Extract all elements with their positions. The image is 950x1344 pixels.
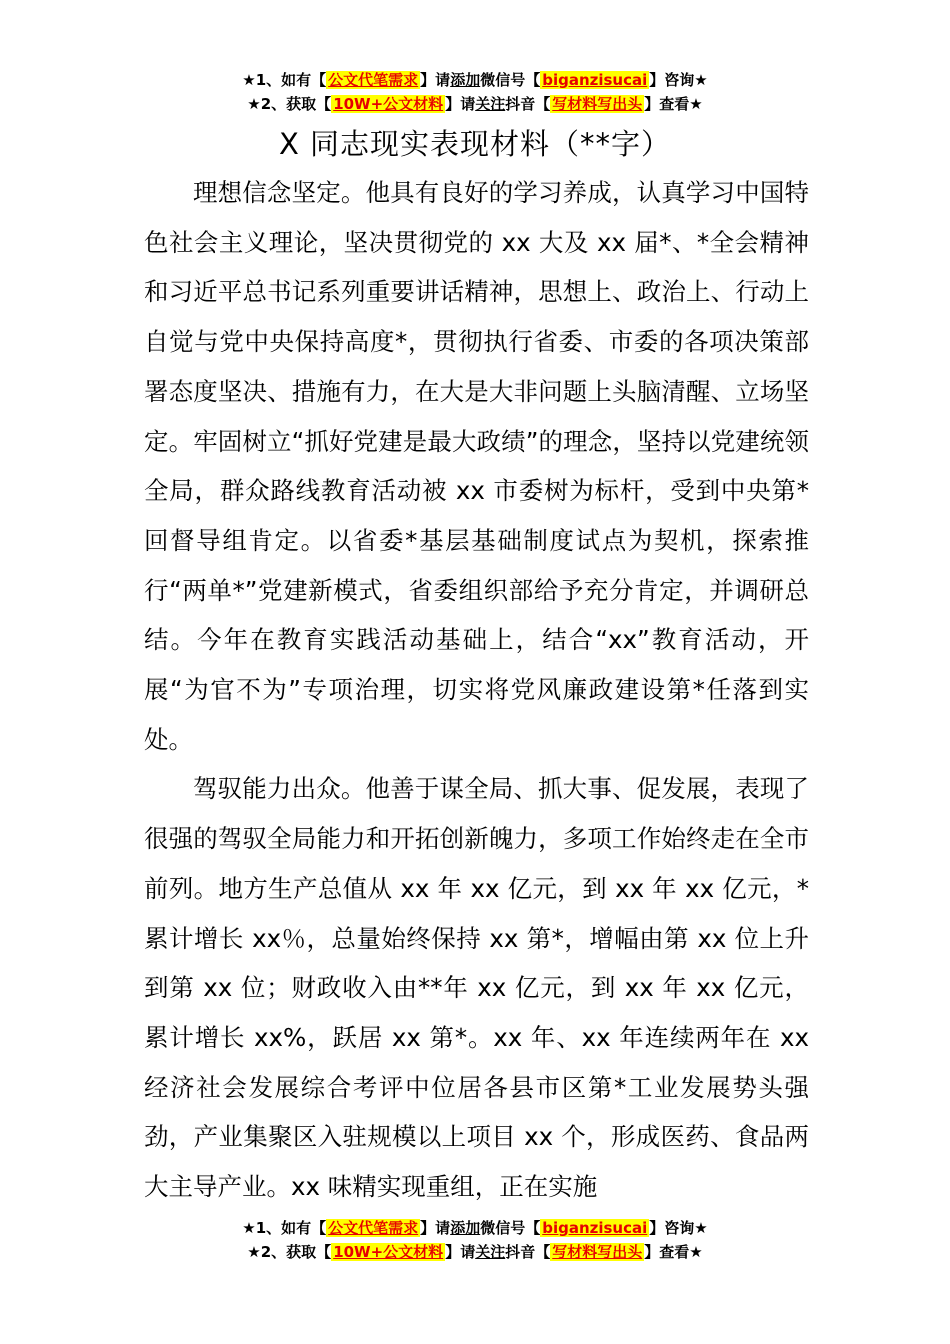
paragraph: 驾驭能力出众。他善于谋全局、抓大事、促发展，表现了很强的驾驭全局能力和开拓创新魄力，多项工作始终走在全市前列。地方生产总值从 xx 年 xx 亿元，到 xx 年 xx 亿元，*累计增长 xx％，总量始终保持 xx 第*，增幅由第 xx 位上升到第 xx 位；财政收入由**年 xx 亿元，到 xx 年 xx 亿元，累计增长 xx%，跃居 xx 第*。xx 年、xx 年连续两年在 xx 经济社会发展综合考评中位居各县市区第*工业发展势头强劲，产业集聚区入驻规模以上项目 xx 个，形成医药、食品两大主导产业。xx 味精实现重组，正在实施 [144,774,809,1202]
promo-text: 】查看★ [644,1243,703,1261]
promo-highlight: biganzisucai [542,71,648,89]
promo-text: 】咨询★ [649,71,708,89]
promo-banner-bottom [0,1216,950,1264]
promo-line-2 [0,92,950,116]
promo-text: 微信号【 [480,71,541,89]
promo-highlight: biganzisucai [542,1219,648,1237]
promo-highlight: 公文代笔需求 [328,1219,419,1237]
promo-highlight: 写材料写出头 [552,1243,643,1261]
promo-underlined-text: 添加 [450,71,481,89]
promo-text: ★1、如有【 [242,1219,327,1237]
promo-text: 抖音【 [505,1243,551,1261]
promo-highlight: 写材料写出头 [552,95,643,113]
document-body [144,168,809,1213]
promo-text: ★2、获取【 [247,1243,332,1261]
promo-text: 】请 [445,95,476,113]
paragraph: 理想信念坚定。他具有良好的学习养成，认真学习中国特色社会主义理论，坚决贯彻党的 xx 大及 xx 届*、*全会精神和习近平总书记系列重要讲话精神，思想上、政治上、行动上自觉与党中央保持高度*，贯彻执行省委、市委的各项决策部署态度坚决、措施有力，在大是大非问题上头脑清醒、立场坚定。牢固树立“抓好党建是最大政绩”的理念，坚持以党建统领全局，群众路线教育活动被 xx 市委树为标杆，受到中央第*回督导组肯定。以省委*基层基础制度试点为契机，探索推行“两单*”党建新模式，省委组织部给予充分肯定，并调研总结。今年在教育实践活动基础上，结合“xx”教育活动，开展“为官不为”专项治理，切实将党风廉政建设第*任落到实处。 [144,178,809,754]
promo-text: 】请 [420,1219,451,1237]
promo-line-1 [0,68,950,92]
promo-text: 】咨询★ [649,1219,708,1237]
promo-underlined-text: 添加 [450,1219,481,1237]
promo-banner-top [0,68,950,116]
promo-text: 抖音【 [505,95,551,113]
promo-underlined-text: 关注 [475,95,506,113]
promo-text: 微信号【 [480,1219,541,1237]
promo-text: ★2、获取【 [247,95,332,113]
promo-highlight: 10W+公文材料 [333,1243,444,1261]
promo-highlight: 10W+公文材料 [333,95,444,113]
promo-underlined-text: 关注 [475,1243,506,1261]
promo-highlight: 公文代笔需求 [328,71,419,89]
promo-text: 】请 [420,71,451,89]
promo-line-2 [0,1240,950,1264]
promo-line-1 [0,1216,950,1240]
promo-text: 】查看★ [644,95,703,113]
promo-text: 】请 [445,1243,476,1261]
promo-text: ★1、如有【 [242,71,327,89]
document-title: X 同志现实表现材料（**字） [278,127,672,161]
